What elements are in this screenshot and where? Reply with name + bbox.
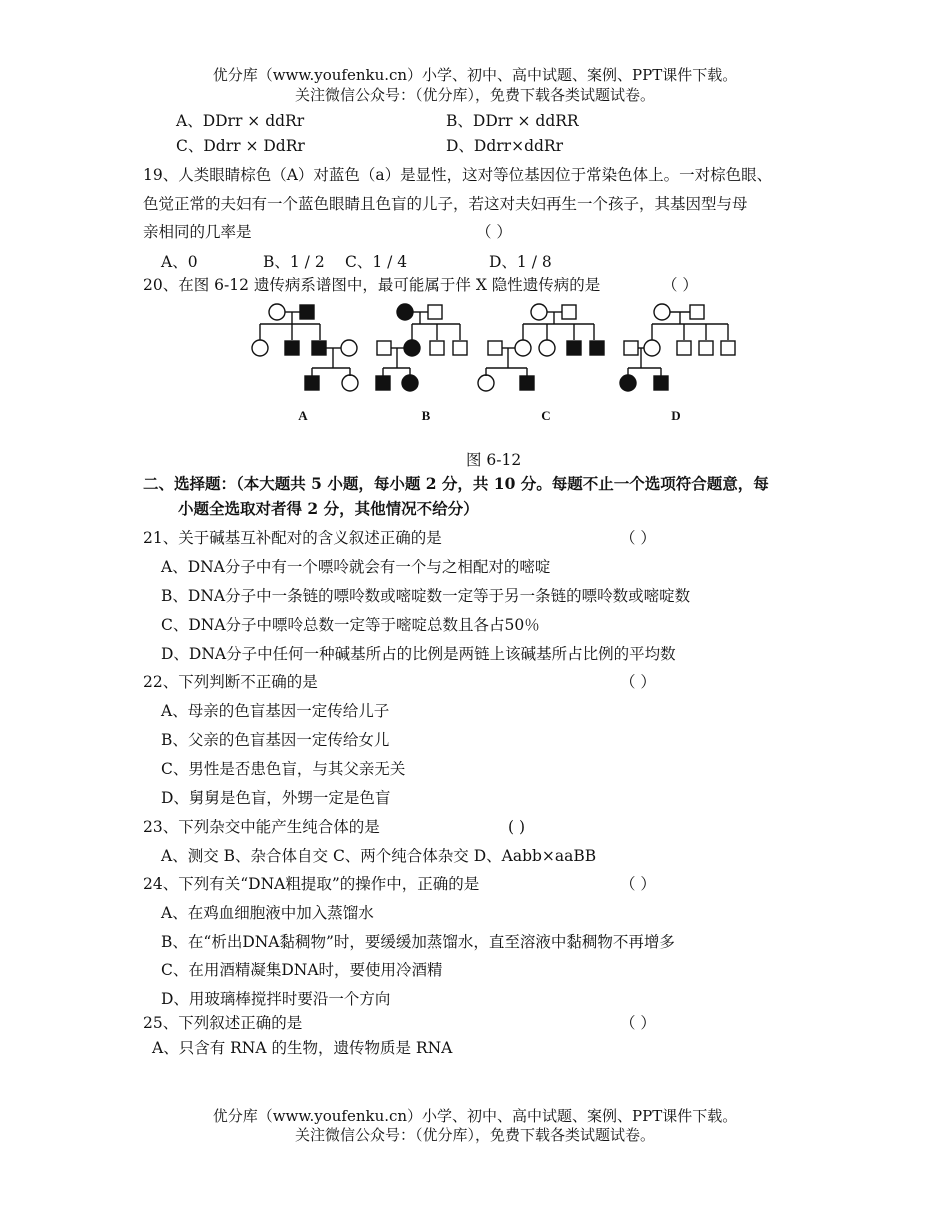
pedigree-c <box>478 304 604 391</box>
q19-stem-line-2: 色觉正常的夫妇有一个蓝色眼睛且色盲的儿子，若这对夫妇再生一个孩子，其基因型与母 <box>143 195 748 213</box>
pedigree-a-female-normal <box>269 304 285 320</box>
q19-option-b: B、1 / 2 <box>263 253 325 271</box>
pedigree-figure <box>240 296 740 431</box>
pedigree-a-male-affected <box>300 305 314 319</box>
q18-option-a: A、DDrr × ddRr <box>176 112 305 130</box>
q18-option-d: D、Ddrr×ddRr <box>446 137 564 155</box>
q22-stem: 22、下列判断不正确的是 <box>143 673 318 691</box>
footer-line-1: 优分库（www.youfenku.cn）小学、初中、高中试题、案例、PPT课件下载。 <box>212 1107 738 1125</box>
q22-answer-paren: （ ） <box>620 673 656 691</box>
q24-option-a: A、在鸡血细胞液中加入蒸馏水 <box>161 904 374 922</box>
pedigree-label-a: A <box>298 408 308 423</box>
pedigree-label-d: D <box>671 408 681 423</box>
q23-options: A、测交 B、杂合体自交 C、两个纯合体杂交 D、Aabb×aaBB <box>161 847 597 865</box>
q19-answer-paren: （ ） <box>476 223 512 241</box>
q24-stem: 24、下列有关“DNA粗提取”的操作中，正确的是 <box>143 875 480 893</box>
pedigree-b <box>376 304 467 391</box>
q22-option-b: B、父亲的色盲基因一定传给女儿 <box>161 731 390 749</box>
q24-option-c: C、在用酒精凝集DNA时，要使用冷酒精 <box>161 961 443 979</box>
pedigree-label-b: B <box>421 408 431 423</box>
q19-stem-line-1: 19、人类眼睛棕色（A）对蓝色（a）是显性，这对等位基因位于常染色体上。一对棕色眼、 <box>143 166 773 184</box>
section-2-heading: 二、选择题：（本大题共 5 小题，每小题 2 分，共 10 分。每题不止一个选项符合题意，每 <box>143 474 769 493</box>
q24-answer-paren: （ ） <box>620 875 656 893</box>
q20-answer-paren: （ ） <box>662 276 698 294</box>
q25-option-a: A、只含有 RNA 的生物，遗传物质是 RNA <box>152 1039 453 1057</box>
q19-option-a: A、0 <box>161 253 198 271</box>
header-line-2: 关注微信公众号：（优分库），免费下载各类试题试卷。 <box>294 86 655 104</box>
q24-option-d: D、用玻璃棒搅拌时要沿一个方向 <box>161 990 391 1008</box>
q18-option-b: B、DDrr × ddRR <box>446 112 579 130</box>
pedigree-d <box>620 304 735 391</box>
footer-line-2: 关注微信公众号：（优分库），免费下载各类试题试卷。 <box>294 1126 655 1144</box>
q21-option-c: C、DNA分子中嘌呤总数一定等于嘧啶总数且各占50％ <box>161 616 540 634</box>
figure-caption: 图 6-12 <box>466 451 522 469</box>
q25-answer-paren: （ ） <box>620 1014 656 1032</box>
q20-stem: 20、在图 6-12 遗传病系谱图中，最可能属于伴 X 隐性遗传病的是 <box>143 276 601 294</box>
q25-stem: 25、下列叙述正确的是 <box>143 1014 303 1032</box>
q21-option-b: B、DNA分子中一条链的嘌呤数或嘧啶数一定等于另一条链的嘌呤数或嘧啶数 <box>161 587 691 605</box>
q22-option-a: A、母亲的色盲基因一定传给儿子 <box>161 702 390 720</box>
q21-stem: 21、关于碱基互补配对的含义叙述正确的是 <box>143 529 442 547</box>
q24-option-b: B、在“析出DNA黏稠物”时，要缓缓加蒸馏水，直至溶液中黏稠物不再增多 <box>161 933 675 951</box>
q19-option-d: D、1 / 8 <box>489 253 552 271</box>
q21-option-a: A、DNA分子中有一个嘌呤就会有一个与之相配对的嘧啶 <box>161 558 551 576</box>
q23-answer-paren: ( ) <box>508 818 526 836</box>
q23-stem: 23、下列杂交中能产生纯合体的是 <box>143 818 380 836</box>
q21-answer-paren: （ ） <box>620 529 656 547</box>
q18-option-c: C、Ddrr × DdRr <box>176 137 305 155</box>
section-2-heading-cont: 小题全选取对者得 2 分，其他情况不给分） <box>178 499 479 518</box>
header-line-1: 优分库（www.youfenku.cn）小学、初中、高中试题、案例、PPT课件下载。 <box>212 66 738 84</box>
q19-option-c: C、1 / 4 <box>345 253 408 271</box>
q22-option-c: C、男性是否患色盲，与其父亲无关 <box>161 760 406 778</box>
q19-stem-line-3: 亲相同的几率是 <box>143 223 252 241</box>
pedigree-label-c: C <box>541 408 551 423</box>
q21-option-d: D、DNA分子中任何一种碱基所占的比例是两链上该碱基所占比例的平均数 <box>161 645 676 663</box>
q22-option-d: D、舅舅是色盲，外甥一定是色盲 <box>161 789 391 807</box>
pedigree-a <box>252 304 358 391</box>
